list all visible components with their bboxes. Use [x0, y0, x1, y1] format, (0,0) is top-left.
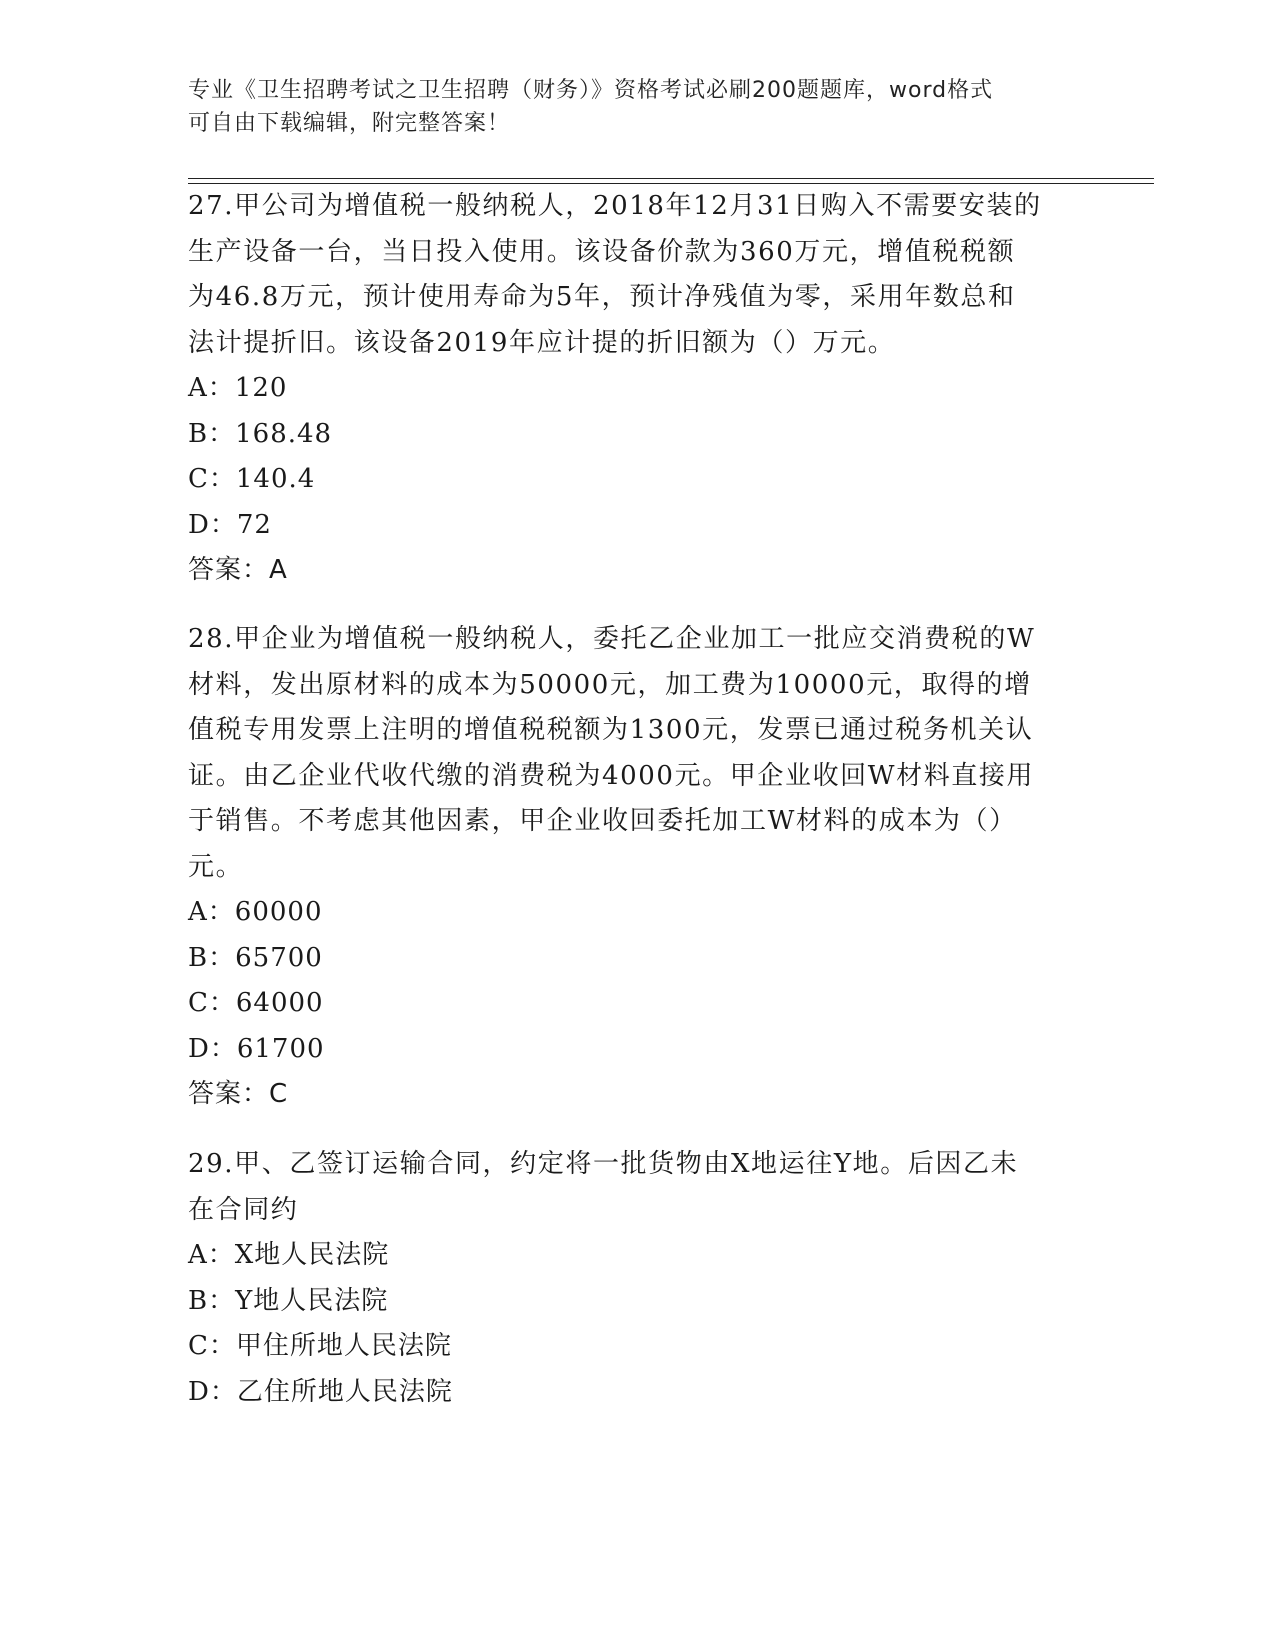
option-b: B：Y地人民法院 [188, 1285, 389, 1316]
option-b: B：65700 [188, 942, 323, 973]
option-d: D：72 [188, 509, 272, 540]
header-line-2: 可自由下载编辑，附完整答案！ [188, 111, 511, 136]
option-a: A：X地人民法院 [188, 1240, 390, 1270]
option-d: D：乙住所地人民法院 [188, 1376, 453, 1407]
stem-line: 法计提折旧。该设备2019年应计提的折旧额为（）万元。 [188, 327, 896, 358]
option-c: C：甲住所地人民法院 [188, 1331, 452, 1361]
stem-line: 28.甲企业为增值税一般纳税人，委托乙企业加工一批应交消费税的W [188, 624, 1036, 654]
stem-line: 值税专用发票上注明的增值税税额为1300元，发票已通过税务机关认 [188, 715, 1034, 745]
stem-line: 27.甲公司为增值税一般纳税人，2018年12月31日购入不需要安装的 [188, 191, 1042, 221]
option-a: A：120 [188, 373, 288, 403]
stem-line: 证。由乙企业代收代缴的消费税为4000元。甲企业收回W材料直接用 [188, 760, 1035, 791]
stem-line: 于销售。不考虑其他因素，甲企业收回委托加工W材料的成本为（） [188, 806, 1017, 836]
option-c: C：140.4 [188, 464, 316, 494]
stem-line: 29.甲、乙签订运输合同，约定将一批货物由X地运往Y地。后因乙未 [188, 1149, 1019, 1179]
stem-line: 为46.8万元，预计使用寿命为5年，预计净残值为零，采用年数总和 [188, 282, 1016, 312]
stem-line: 生产设备一台，当日投入使用。该设备价款为360万元，增值税税额 [188, 236, 1016, 267]
question-29 [188, 1142, 1068, 1415]
option-c: C：64000 [188, 988, 324, 1018]
option-d: D：61700 [188, 1033, 325, 1064]
header-line-1: 专业《卫生招聘考试之卫生招聘（财务）》资格考试必刷200题题库，word格式 [188, 78, 994, 103]
option-a: A：60000 [188, 897, 323, 927]
question-stem [188, 1142, 1068, 1233]
stem-line: 在合同约 [188, 1194, 299, 1225]
question-27 [188, 184, 1068, 594]
answer-label: 答案：A [188, 555, 288, 585]
question-stem [188, 617, 1068, 890]
stem-line: 元。 [188, 851, 244, 882]
question-28 [188, 617, 1068, 1118]
stem-line: 材料，发出原材料的成本为50000元，加工费为10000元，取得的增 [188, 669, 1032, 700]
option-b: B：168.48 [188, 418, 333, 449]
answer-label: 答案：C [188, 1079, 289, 1109]
question-stem [188, 184, 1068, 366]
document-header [188, 74, 1068, 140]
